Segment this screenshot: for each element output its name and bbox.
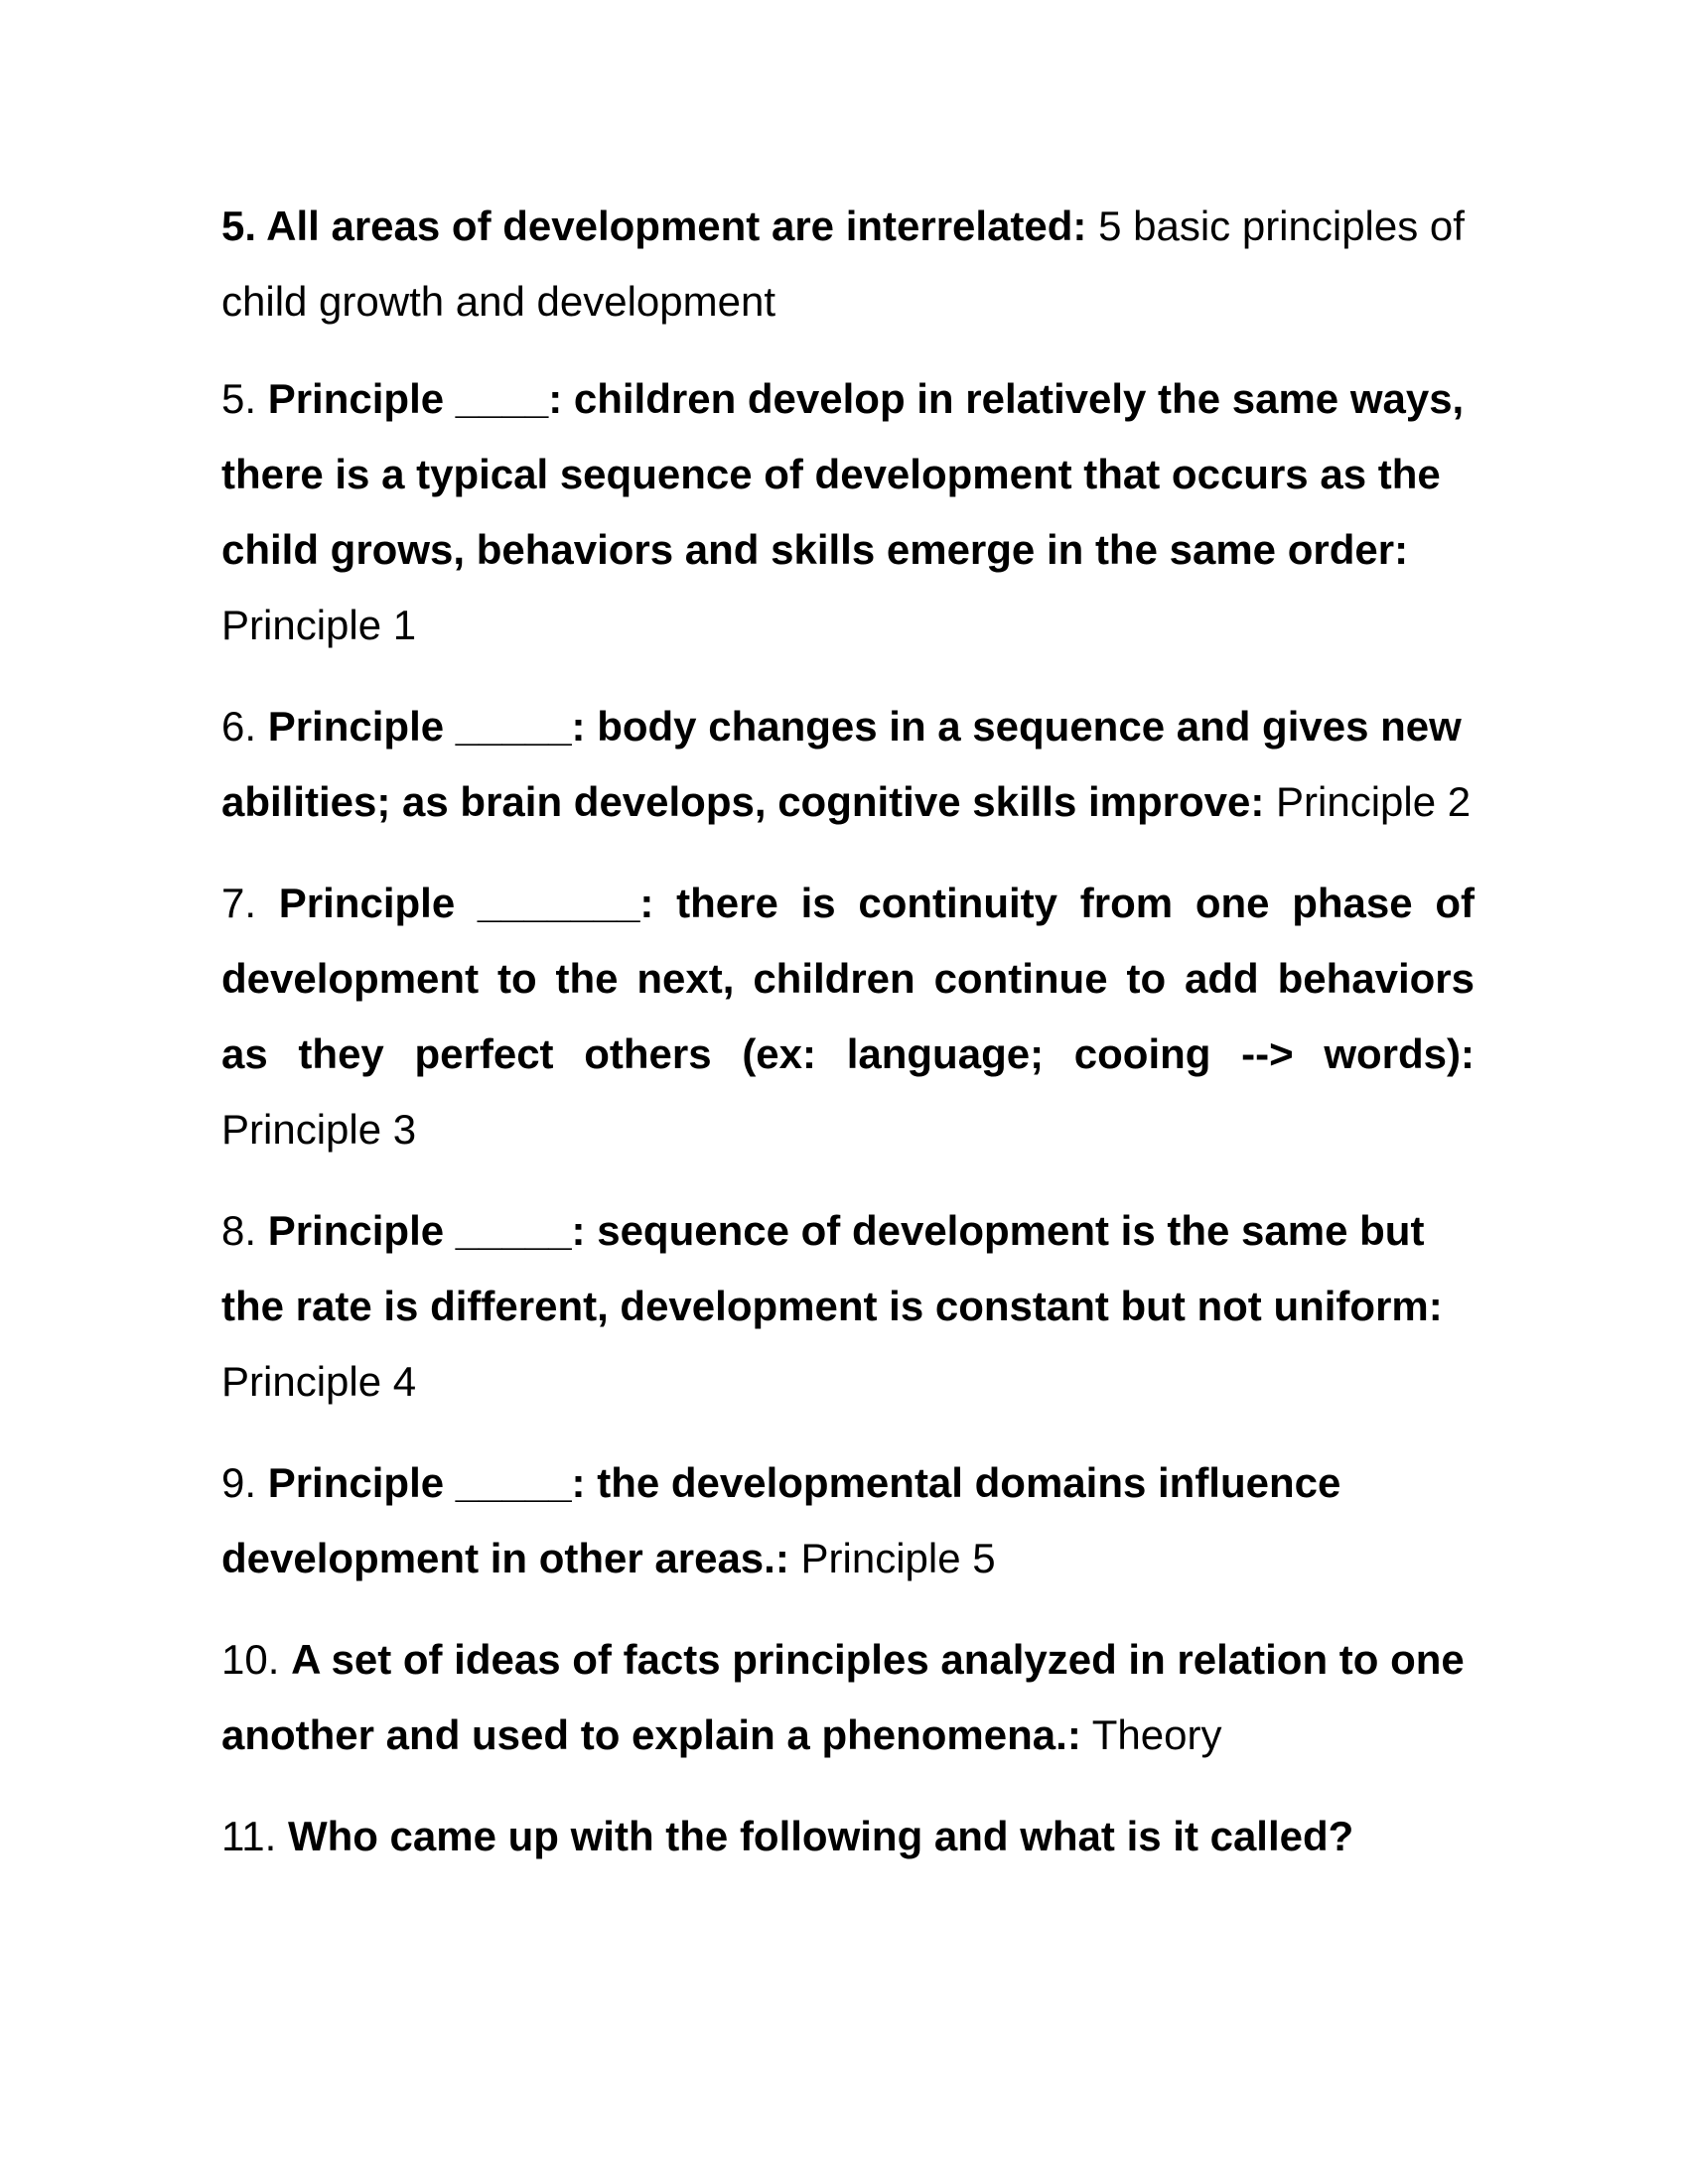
item-number: 6. — [221, 703, 268, 750]
flashcard-item-5b — [221, 361, 1475, 663]
item-question: A set of ideas of facts principles analyzed in relation to one another and used to explain a phenomena.: — [221, 1636, 1465, 1758]
flashcard-item-7 — [221, 866, 1475, 1167]
item-question: Principle _____: body changes in a sequence and gives new abilities; as brain develops, cognitive skills improve: — [221, 703, 1462, 825]
item-question: Principle _____: sequence of development is the same but the rate is different, development is constant but not uniform: — [221, 1207, 1443, 1329]
flashcard-item-9 — [221, 1445, 1475, 1596]
item-answer: Principle 1 — [221, 602, 417, 648]
flashcard-item-11 — [221, 1799, 1475, 1874]
item-number: 10. — [221, 1636, 292, 1683]
item-answer: 5 basic principles of child growth and development — [221, 203, 1465, 325]
item-question: Principle _______: there is continuity from one phase of development to the next, children continue to add behaviors as they perfect others (ex: language; cooing --> words): — [221, 880, 1475, 1077]
item-question: Principle _____: the developmental domains influence development in other areas.: — [221, 1459, 1341, 1581]
document-page — [221, 189, 1475, 1900]
item-number: 11. — [221, 1813, 288, 1859]
flashcard-item-6 — [221, 689, 1475, 840]
flashcard-item-10 — [221, 1622, 1475, 1773]
item-number: 7. — [221, 880, 279, 926]
item-answer: Principle 5 — [800, 1535, 996, 1581]
item-answer: Principle 3 — [221, 1106, 417, 1153]
flashcard-item-8 — [221, 1193, 1475, 1420]
item-number: 9. — [221, 1459, 268, 1506]
item-number: 5. — [221, 375, 268, 422]
item-number: 8. — [221, 1207, 268, 1254]
item-answer: Principle 2 — [1276, 778, 1472, 825]
item-question: All areas of development are interrelated: — [266, 203, 1087, 249]
item-answer: Theory — [1091, 1711, 1222, 1758]
item-answer: Principle 4 — [221, 1358, 417, 1405]
item-question: Principle ____: children develop in relatively the same ways, there is a typical sequence of development that occurs as the child grows, behaviors and skills emerge in the same order: — [221, 375, 1465, 573]
flashcard-item-5a — [221, 189, 1475, 340]
item-number: 5. — [221, 203, 267, 249]
item-question: Who came up with the following and what is it called? — [287, 1813, 1354, 1859]
